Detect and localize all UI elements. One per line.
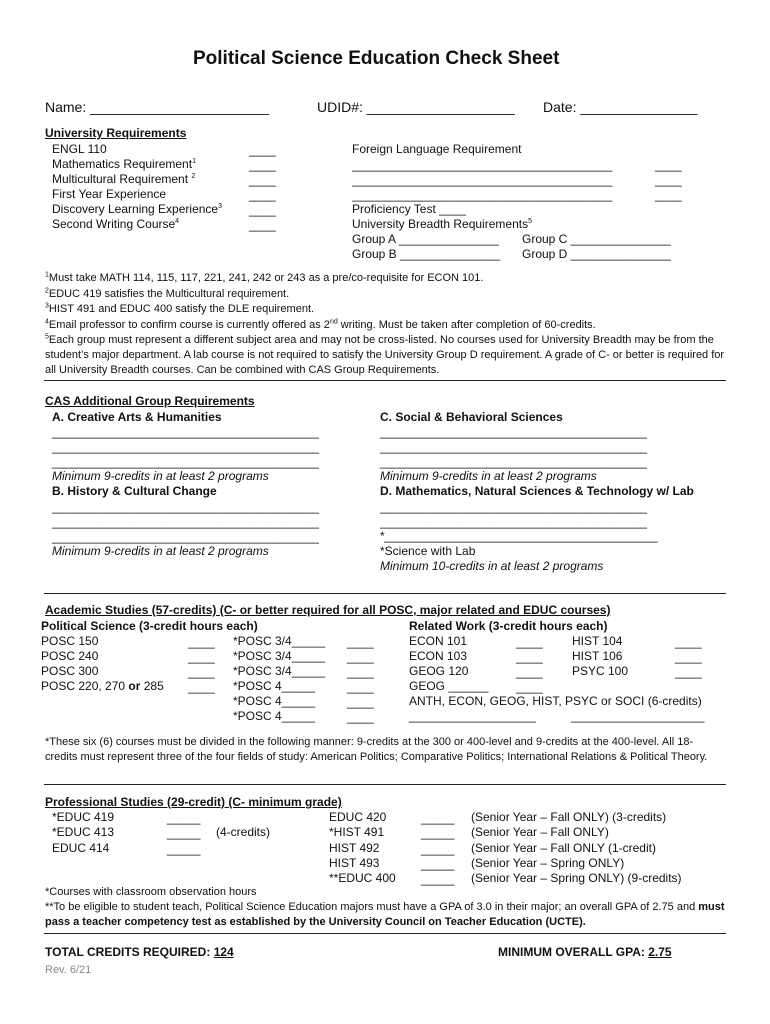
ps-star-course[interactable]: *POSC 4_____ (233, 694, 316, 708)
blank-line[interactable]: ____ (188, 665, 215, 679)
total-credits: TOTAL CREDITS REQUIRED: 124 (45, 945, 234, 959)
professional-heading: Professional Studies (29-credit) (C- minimum grade) (45, 795, 342, 809)
name-field[interactable]: Name: _______________________ (45, 99, 270, 115)
footnote-4: $^4$Email professor to confirm course is currently offered as 2nd writing. Must be taken after completion of 60-credits. (45, 318, 596, 331)
ps-star-course[interactable]: *POSC 4_____ (233, 709, 316, 723)
student-teach-note: **To be eligible to student teach, Political Science Education majors must have a GPA of 3.0 in their major; an overall GPA of 2.75 and must pass a teacher competency test as established by the University Council on Teacher Education (UCTE). (45, 901, 725, 928)
blank-line[interactable]: ____ (655, 158, 682, 172)
blank-line[interactable]: ____ (249, 218, 276, 232)
cas-d-star: * (380, 529, 385, 543)
rw-geog[interactable]: GEOG ______ (409, 679, 489, 693)
cas-c-title: C. Social & Behavioral Sciences (380, 410, 563, 424)
blank-line[interactable]: ____ (188, 650, 215, 664)
rw-course: GEOG 120 (409, 664, 469, 678)
cas-line[interactable]: ________________________________________ (380, 515, 647, 529)
section-divider (44, 593, 726, 594)
prof-course: EDUC 414 (52, 841, 110, 855)
prof-note: (Senior Year – Spring ONLY) (9-credits) (471, 871, 682, 885)
observation-note: *Courses with classroom observation hours (45, 886, 257, 898)
section-divider (44, 933, 726, 934)
blank-line[interactable]: _____ (421, 842, 455, 856)
cas-line[interactable]: ________________________________________ (380, 425, 647, 439)
prof-course: *HIST 491 (329, 825, 385, 839)
blank-line[interactable]: _____ (421, 857, 455, 871)
prof-note: (Senior Year – Spring ONLY) (471, 856, 625, 870)
academic-heading: Academic Studies (57-credits) (C- or better required for all POSC, major related and EDUC courses) (45, 603, 611, 617)
university-heading: University Requirements (45, 126, 187, 140)
prof-note: (Senior Year – Fall ONLY) (471, 825, 609, 839)
cas-line[interactable]: ________________________________________ (52, 515, 319, 529)
group-c[interactable]: Group C _______________ (522, 232, 671, 246)
ps-star-course[interactable]: *POSC 3/4_____ (233, 634, 326, 648)
prof-course: HIST 492 (329, 841, 380, 855)
prof-course: *EDUC 419 (52, 810, 115, 824)
req-second-writing: Second Writing Course$^4$ (52, 217, 180, 231)
cas-line[interactable]: ________________________________________ (52, 425, 319, 439)
blank-line[interactable]: _____ (167, 842, 201, 856)
req-engl110: ENGL 110 (52, 142, 107, 156)
breadth-label: University Breadth Requirements$^5$ (352, 217, 532, 231)
cas-line[interactable]: ________________________________________ (380, 455, 647, 469)
ps-star-course[interactable]: *POSC 4_____ (233, 679, 316, 693)
cas-d-title: D. Mathematics, Natural Sciences & Technology w/ Lab (380, 484, 694, 498)
blank-line[interactable]: ____ (675, 665, 702, 679)
fl-line[interactable]: _______________________________________ (352, 173, 613, 187)
page-title: Political Science Education Check Sheet (193, 48, 560, 69)
req-multicultural: Multicultural Requirement $^2$ (52, 172, 196, 186)
fl-line[interactable]: _______________________________________ (352, 188, 613, 202)
rw-course: HIST 106 (572, 649, 623, 663)
blank-line[interactable]: _____ (167, 826, 201, 840)
cas-heading: CAS Additional Group Requirements (45, 394, 255, 408)
cas-line[interactable]: _________________________________________ (384, 529, 658, 543)
cas-a-min: Minimum 9-credits in at least 2 programs (52, 469, 269, 483)
blank-line[interactable]: ____ (347, 650, 374, 664)
blank-line[interactable]: ____ (347, 680, 374, 694)
ps-star-course[interactable]: *POSC 3/4_____ (233, 649, 326, 663)
blank-line[interactable]: ____ (347, 695, 374, 709)
ps-course: POSC 220, 270 or 285 (41, 679, 164, 693)
rw-title: Related Work (3-credit hours each) (409, 619, 608, 633)
udid-field[interactable]: UDID#: ___________________ (317, 99, 515, 115)
minimum-gpa: MINIMUM OVERALL GPA: 2.75 (498, 945, 672, 959)
ps-course: POSC 240 (41, 649, 99, 663)
blank-line[interactable]: _____ (421, 872, 455, 886)
blank-line[interactable]: ____ (188, 680, 215, 694)
blank-line[interactable]: ____ (347, 635, 374, 649)
blank-line[interactable]: _____ (167, 811, 201, 825)
rw-course: PSYC 100 (572, 664, 629, 678)
blank-line[interactable]: ____ (516, 680, 543, 694)
prof-note: (Senior Year – Fall ONLY (1-credit) (471, 841, 656, 855)
group-b[interactable]: Group B _______________ (352, 247, 501, 261)
rw-course: ECON 101 (409, 634, 468, 648)
fl-line[interactable]: _______________________________________ (352, 158, 613, 172)
blank-line[interactable]: ____ (655, 188, 682, 202)
cas-d-lab: *Science with Lab (380, 544, 476, 558)
blank-line[interactable]: ____ (516, 635, 543, 649)
req-discovery: Discovery Learning Experience$^3$ (52, 202, 222, 216)
cas-line[interactable]: ________________________________________ (52, 440, 319, 454)
cas-a-title: A. Creative Arts & Humanities (52, 410, 222, 424)
cas-d-min: Minimum 10-credits in at least 2 programs (380, 559, 604, 573)
section-divider (44, 784, 726, 785)
blank-line[interactable]: _____ (421, 826, 455, 840)
rw-course: ECON 103 (409, 649, 468, 663)
blank-line[interactable]: ____ (249, 173, 276, 187)
ps-star-course[interactable]: *POSC 3/4_____ (233, 664, 326, 678)
rw-course: HIST 104 (572, 634, 623, 648)
blank-line[interactable]: ____ (347, 665, 374, 679)
academic-note: *These six (6) courses must be divided in the following manner: 9-credits at the 300 or 400-level and 9-credits at the 400-level. All 18-credits must represent three of the four fields of study: American Politics; Comparative Politics; International Relations & Political Theory. (45, 736, 708, 763)
prof-course: *EDUC 413 (52, 825, 115, 839)
prof-note: (Senior Year – Fall ONLY) (3-credits) (471, 810, 667, 824)
blank-line[interactable]: ____ (249, 188, 276, 202)
req-first-year: First Year Experience (52, 187, 167, 201)
revision-date: Rev. 6/21 (45, 964, 92, 976)
blank-line[interactable]: ____ (249, 143, 276, 157)
ps-title: Political Science (3-credit hours each) (41, 619, 258, 633)
rw-elective-line[interactable]: ____________________ (571, 709, 705, 723)
proficiency-test[interactable]: Proficiency Test ____ (352, 202, 466, 216)
blank-line[interactable]: ____ (675, 635, 702, 649)
group-d[interactable]: Group D _______________ (522, 247, 671, 261)
req-math: Mathematics Requirement$^1$ (52, 157, 196, 171)
prof-credits: (4-credits) (216, 825, 271, 839)
cas-c-min: Minimum 9-credits in at least 2 programs (380, 469, 597, 483)
group-a[interactable]: Group A _______________ (352, 232, 499, 246)
cas-b-title: B. History & Cultural Change (52, 484, 217, 498)
date-field[interactable]: Date: _______________ (543, 99, 698, 115)
cas-line[interactable]: ________________________________________ (380, 500, 647, 514)
cas-line[interactable]: ________________________________________ (52, 530, 319, 544)
prof-course: **EDUC 400 (329, 871, 396, 885)
blank-line[interactable]: ____ (655, 173, 682, 187)
footnote-3: $^3$HIST 491 and EDUC 400 satisfy the DLE requirement. (45, 302, 315, 315)
ps-course: POSC 150 (41, 634, 99, 648)
blank-line[interactable]: ____ (249, 158, 276, 172)
cas-b-min: Minimum 9-credits in at least 2 programs (52, 544, 269, 558)
blank-line[interactable]: ____ (675, 650, 702, 664)
footnote-2: $^2$EDUC 419 satisfies the Multicultural requirement. (45, 287, 290, 300)
cas-line[interactable]: ________________________________________ (52, 500, 319, 514)
blank-line[interactable]: ____ (347, 710, 374, 724)
cas-line[interactable]: ________________________________________ (52, 455, 319, 469)
blank-line[interactable]: _____ (421, 811, 455, 825)
blank-line[interactable]: ____ (516, 650, 543, 664)
rw-elective-label: ANTH, ECON, GEOG, HIST, PSYC or SOCI (6-credits) (409, 694, 702, 708)
rw-elective-line[interactable]: ___________________ (409, 709, 536, 723)
ps-course: POSC 300 (41, 664, 99, 678)
footnote-5: $^5$Each group must represent a different subject area and may not be cross-listed. No courses used for University Breadth may be from the student’s major department. A lab course is not required to satisfy the University Group D requirement. A grade of C- or better is required for all University Breadth courses. Can be combined with CAS Group Requirements. (45, 333, 725, 376)
prof-course: EDUC 420 (329, 810, 387, 824)
footnote-1: $^1$Must take MATH 114, 115, 117, 221, 241, 242 or 243 as a pre/co-requisite for ECON 101. (45, 271, 484, 284)
prof-course: HIST 493 (329, 856, 380, 870)
cas-line[interactable]: ________________________________________ (380, 440, 647, 454)
blank-line[interactable]: ____ (249, 203, 276, 217)
foreign-language-label: Foreign Language Requirement (352, 142, 522, 156)
section-divider (44, 380, 726, 381)
blank-line[interactable]: ____ (188, 635, 215, 649)
blank-line[interactable]: ____ (516, 665, 543, 679)
